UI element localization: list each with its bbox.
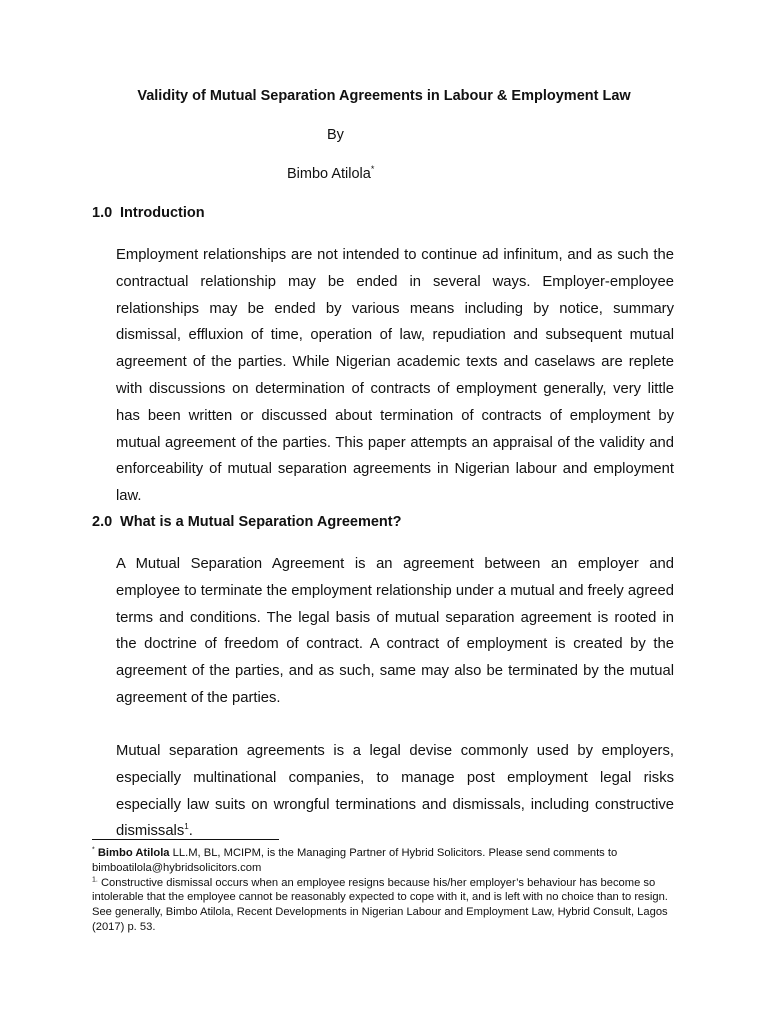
msa-definition-paragraph: A Mutual Separation Agreement is an agreement between an employer and employee to terminate the employment relationship under a mutual and freely agreed terms and conditions. The legal basis of mutual separation agreement is rooted in the doctrine of freedom of contract. A contract of employment is created by the agreement of the parties, and as such, same may also be terminated by the mutual agreement of the parties. (116, 556, 674, 706)
footnote-author-name: Bimbo Atilola (97, 847, 170, 859)
footnote-1-text: Constructive dismissal occurs when an employee resigns because his/her employer’s behaviour has become so intolerable that the employee cannot be reasonably expected to cope with it, and is left with no choice than to resign. See generally, Bimbo Atilola, Recent Developments in Nigerian Labour and Employment Law, Hybrid Consult, Lagos (2017) p. 53. (92, 876, 668, 933)
author-footnote-mark[interactable]: * (370, 164, 375, 175)
section-heading-introduction (92, 205, 205, 221)
author-line (287, 166, 374, 182)
by-line: By (327, 127, 344, 143)
section-title: What is a Mutual Separation Agreement? (120, 514, 402, 530)
footnote-1-mark: 1. (92, 875, 98, 883)
msa-usage-paragraph (116, 738, 674, 845)
footnotes (92, 846, 682, 935)
section-heading-what-is-msa (92, 514, 401, 530)
section-title: Introduction (120, 205, 205, 221)
document-title: Validity of Mutual Separation Agreements in Labour & Employment Law (137, 88, 631, 104)
introduction-paragraph: Employment relationships are not intended to continue ad infinitum, and as such the contractual relationship may be ended in several ways. Employer-employee relationships may be ended by various means including by notice, summary dismissal, effluxion of time, operation of law, repudiation and subsequent mutual agreement of the parties. While Nigerian academic texts and caselaws are replete with discussions on determination of contracts of employment generally, very little has been written or discussed about termination of contracts of employment by mutual agreement of the parties. This paper attempts an appraisal of the validity and enforceability of mutual separation agreements in Nigerian labour and employment law. (116, 247, 674, 505)
author-name: Bimbo Atilola (287, 166, 371, 182)
section-number: 2.0 (92, 514, 113, 530)
msa-usage-text: Mutual separation agreements is a legal devise commonly used by employers, especially multinational companies, to manage post employment legal risks especially law suits on wrongful terminations and dismissals, including constructive dismissals (116, 743, 674, 840)
section-number: 1.0 (92, 205, 113, 221)
footnote-1 (92, 876, 682, 935)
footnote-author (92, 846, 682, 876)
footnote-ref-1[interactable]: 1 (184, 822, 189, 832)
footnote-author-text: LL.M, BL, MCIPM, is the Managing Partner of Hybrid Solicitors. Please send comments to bimboatilola@hybridsolicitors.com (92, 847, 618, 874)
footnote-separator (92, 839, 279, 840)
final-punctuation: . (188, 823, 193, 840)
footnote-author-mark: * (92, 846, 95, 854)
